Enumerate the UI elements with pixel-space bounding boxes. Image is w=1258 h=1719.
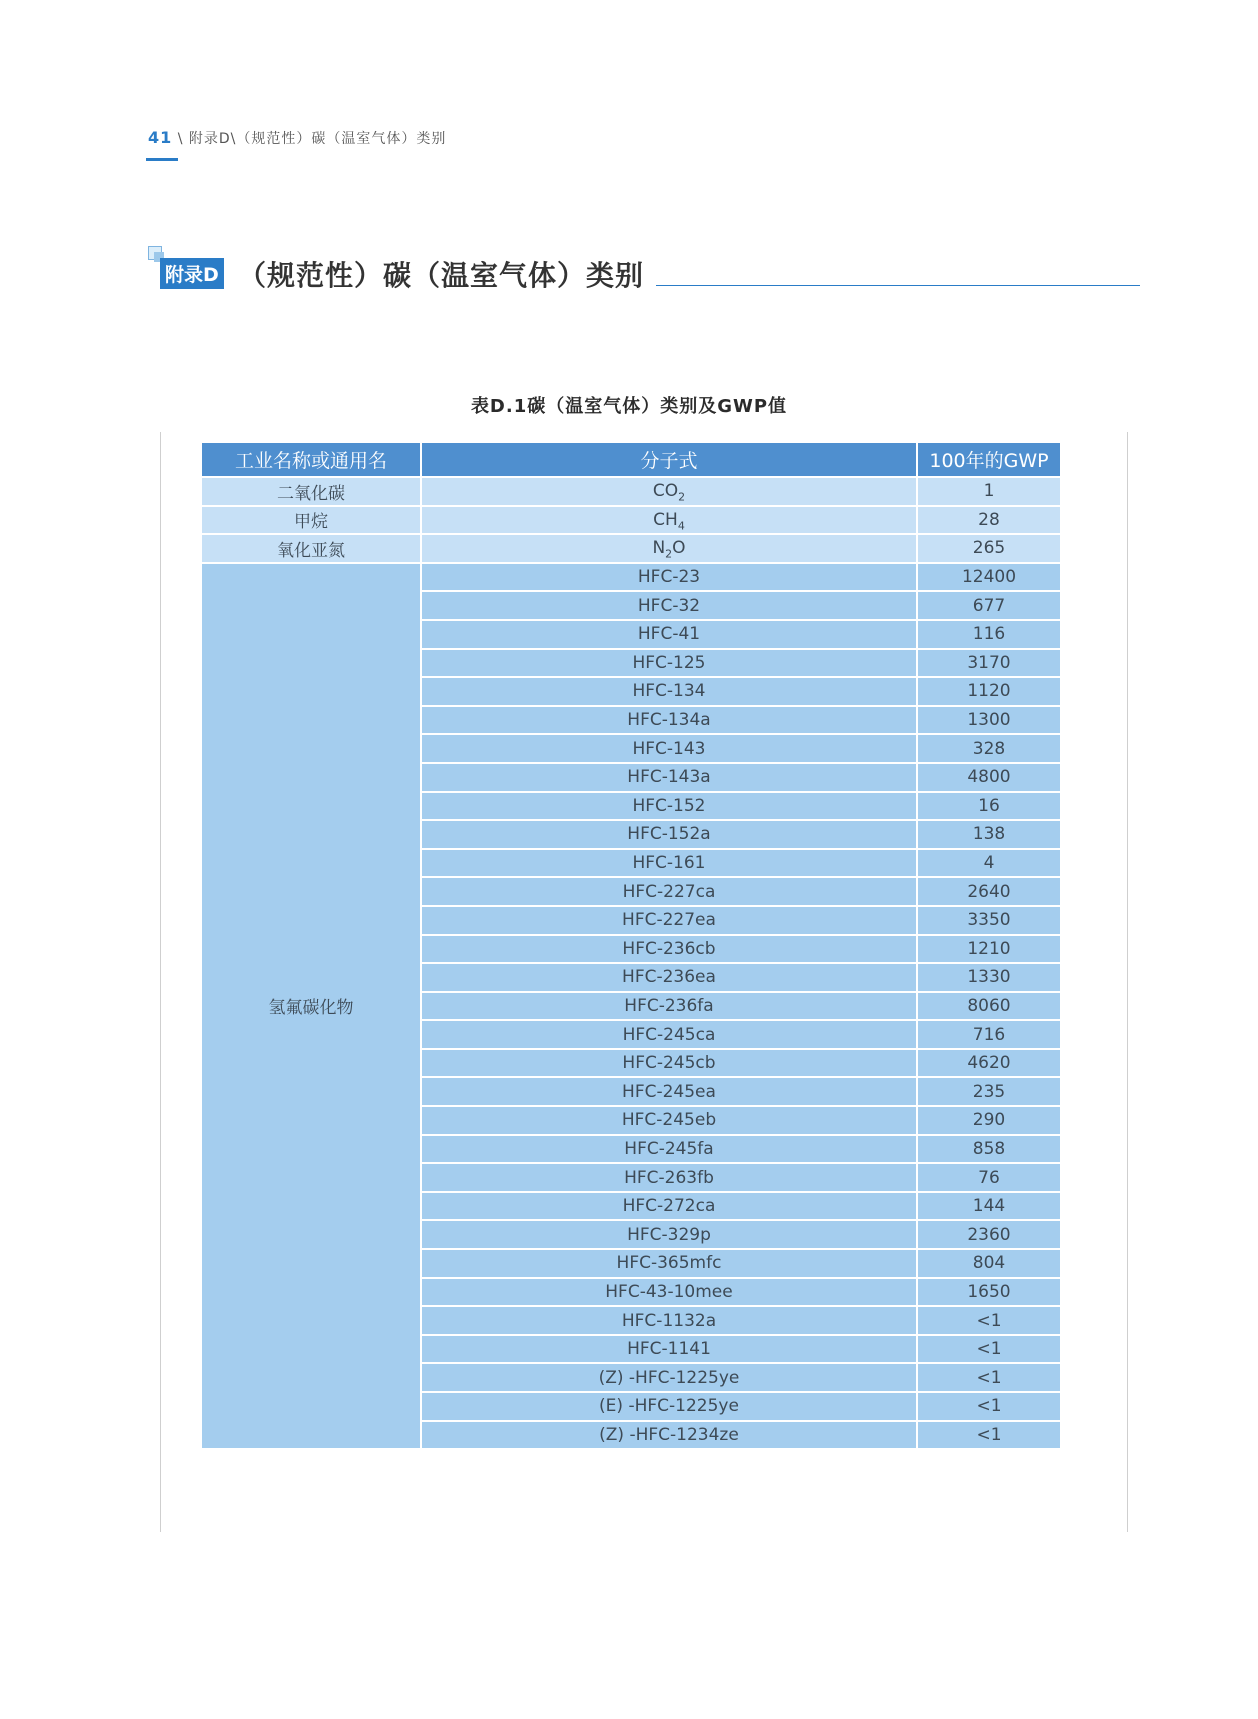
header-accent-rule — [146, 158, 178, 161]
formula-cell: HFC-143a — [421, 763, 917, 792]
formula-cell: HFC-365mfc — [421, 1249, 917, 1278]
table-header-row — [201, 442, 1061, 477]
hfc-group-name-cell: 氢氟碳化物 — [201, 563, 421, 1449]
gwp-cell: 144 — [917, 1192, 1061, 1221]
formula-cell: HFC-125 — [421, 649, 917, 678]
page-title: （规范性）碳（温室气体）类别 — [238, 259, 645, 292]
gwp-cell: <1 — [917, 1306, 1061, 1335]
running-title: \ 附录D\（规范性）碳（温室气体）类别 — [177, 131, 447, 147]
gwp-cell: 290 — [917, 1106, 1061, 1135]
formula-cell: HFC-23 — [421, 563, 917, 592]
gwp-cell: 138 — [917, 820, 1061, 849]
gas-name-cell: 二氧化碳 — [201, 477, 421, 506]
gwp-cell: 235 — [917, 1077, 1061, 1106]
formula-cell: HFC-1141 — [421, 1335, 917, 1364]
gwp-cell: 2640 — [917, 877, 1061, 906]
column-header-gwp: 100年的GWP — [917, 442, 1061, 477]
column-header-formula: 分子式 — [421, 442, 917, 477]
gwp-cell: 328 — [917, 734, 1061, 763]
gwp-cell: 4 — [917, 849, 1061, 878]
formula-cell — [421, 477, 917, 506]
formula-tail: O — [672, 538, 686, 559]
formula-cell: HFC-245fa — [421, 1135, 917, 1164]
gwp-cell: 116 — [917, 620, 1061, 649]
gwp-cell: 1650 — [917, 1278, 1061, 1307]
gwp-cell: 28 — [917, 506, 1061, 535]
gas-name-cell: 氧化亚氮 — [201, 534, 421, 563]
formula-cell: HFC-329p — [421, 1220, 917, 1249]
gwp-cell: 12400 — [917, 563, 1061, 592]
table-row — [201, 534, 1061, 563]
gwp-cell: 677 — [917, 591, 1061, 620]
formula-cell: HFC-32 — [421, 591, 917, 620]
gwp-cell: 4620 — [917, 1049, 1061, 1078]
formula-cell — [421, 506, 917, 535]
formula-cell: HFC-245ea — [421, 1077, 917, 1106]
formula-cell: (E) -HFC-1225ye — [421, 1392, 917, 1421]
formula-cell: HFC-245cb — [421, 1049, 917, 1078]
gwp-cell: 3170 — [917, 649, 1061, 678]
gwp-cell: 1120 — [917, 677, 1061, 706]
formula-cell: HFC-263fb — [421, 1163, 917, 1192]
formula-cell: (Z) -HFC-1234ze — [421, 1421, 917, 1450]
gwp-cell: 2360 — [917, 1220, 1061, 1249]
appendix-badge: 附录D — [160, 258, 224, 289]
formula-cell: HFC-134 — [421, 677, 917, 706]
formula-cell: HFC-245ca — [421, 1020, 917, 1049]
formula-cell: HFC-161 — [421, 849, 917, 878]
gwp-cell: 16 — [917, 792, 1061, 821]
formula-cell: HFC-272ca — [421, 1192, 917, 1221]
table-body — [201, 477, 1061, 1449]
table-row — [201, 563, 1061, 592]
gwp-table — [200, 441, 1062, 1450]
formula-cell: HFC-227ea — [421, 906, 917, 935]
gwp-cell: 716 — [917, 1020, 1061, 1049]
gwp-cell: 265 — [917, 534, 1061, 563]
title-underline-rule — [656, 285, 1140, 286]
gwp-cell: <1 — [917, 1392, 1061, 1421]
gas-name-cell: 甲烷 — [201, 506, 421, 535]
formula-cell: HFC-227ca — [421, 877, 917, 906]
formula-cell: HFC-236cb — [421, 935, 917, 964]
formula-cell: HFC-236ea — [421, 963, 917, 992]
formula-cell: HFC-1132a — [421, 1306, 917, 1335]
gwp-cell: 76 — [917, 1163, 1061, 1192]
formula-subscript: 4 — [677, 519, 685, 533]
gwp-cell: 858 — [917, 1135, 1061, 1164]
formula-cell: HFC-152a — [421, 820, 917, 849]
table-row — [201, 477, 1061, 506]
gwp-cell: 1210 — [917, 935, 1061, 964]
page-number: 41 — [148, 128, 173, 147]
table-caption: 表D.1碳（温室气体）类别及GWP值 — [470, 396, 788, 417]
formula-cell: HFC-143 — [421, 734, 917, 763]
formula-cell: HFC-236fa — [421, 992, 917, 1021]
gwp-cell: 1330 — [917, 963, 1061, 992]
gwp-cell: 3350 — [917, 906, 1061, 935]
gwp-cell: <1 — [917, 1335, 1061, 1364]
formula-cell: HFC-152 — [421, 792, 917, 821]
frame-right-border — [1127, 432, 1128, 1532]
formula-cell — [421, 534, 917, 563]
formula-base: CH — [653, 509, 678, 530]
gwp-cell: 1 — [917, 477, 1061, 506]
formula-cell: (Z) -HFC-1225ye — [421, 1363, 917, 1392]
gwp-cell: 4800 — [917, 763, 1061, 792]
gwp-cell: <1 — [917, 1421, 1061, 1450]
gwp-cell: <1 — [917, 1363, 1061, 1392]
formula-subscript: 2 — [665, 547, 673, 561]
gwp-cell: 1300 — [917, 706, 1061, 735]
formula-base: N — [652, 538, 666, 559]
formula-base: CO — [652, 481, 679, 502]
frame-left-border — [160, 432, 161, 1532]
formula-cell: HFC-41 — [421, 620, 917, 649]
table-row — [201, 506, 1061, 535]
formula-cell: HFC-134a — [421, 706, 917, 735]
formula-subscript: 2 — [678, 490, 686, 504]
formula-cell: HFC-43-10mee — [421, 1278, 917, 1307]
running-header — [148, 128, 446, 148]
gwp-cell: 8060 — [917, 992, 1061, 1021]
formula-cell: HFC-245eb — [421, 1106, 917, 1135]
column-header-name: 工业名称或通用名 — [201, 442, 421, 477]
gwp-cell: 804 — [917, 1249, 1061, 1278]
